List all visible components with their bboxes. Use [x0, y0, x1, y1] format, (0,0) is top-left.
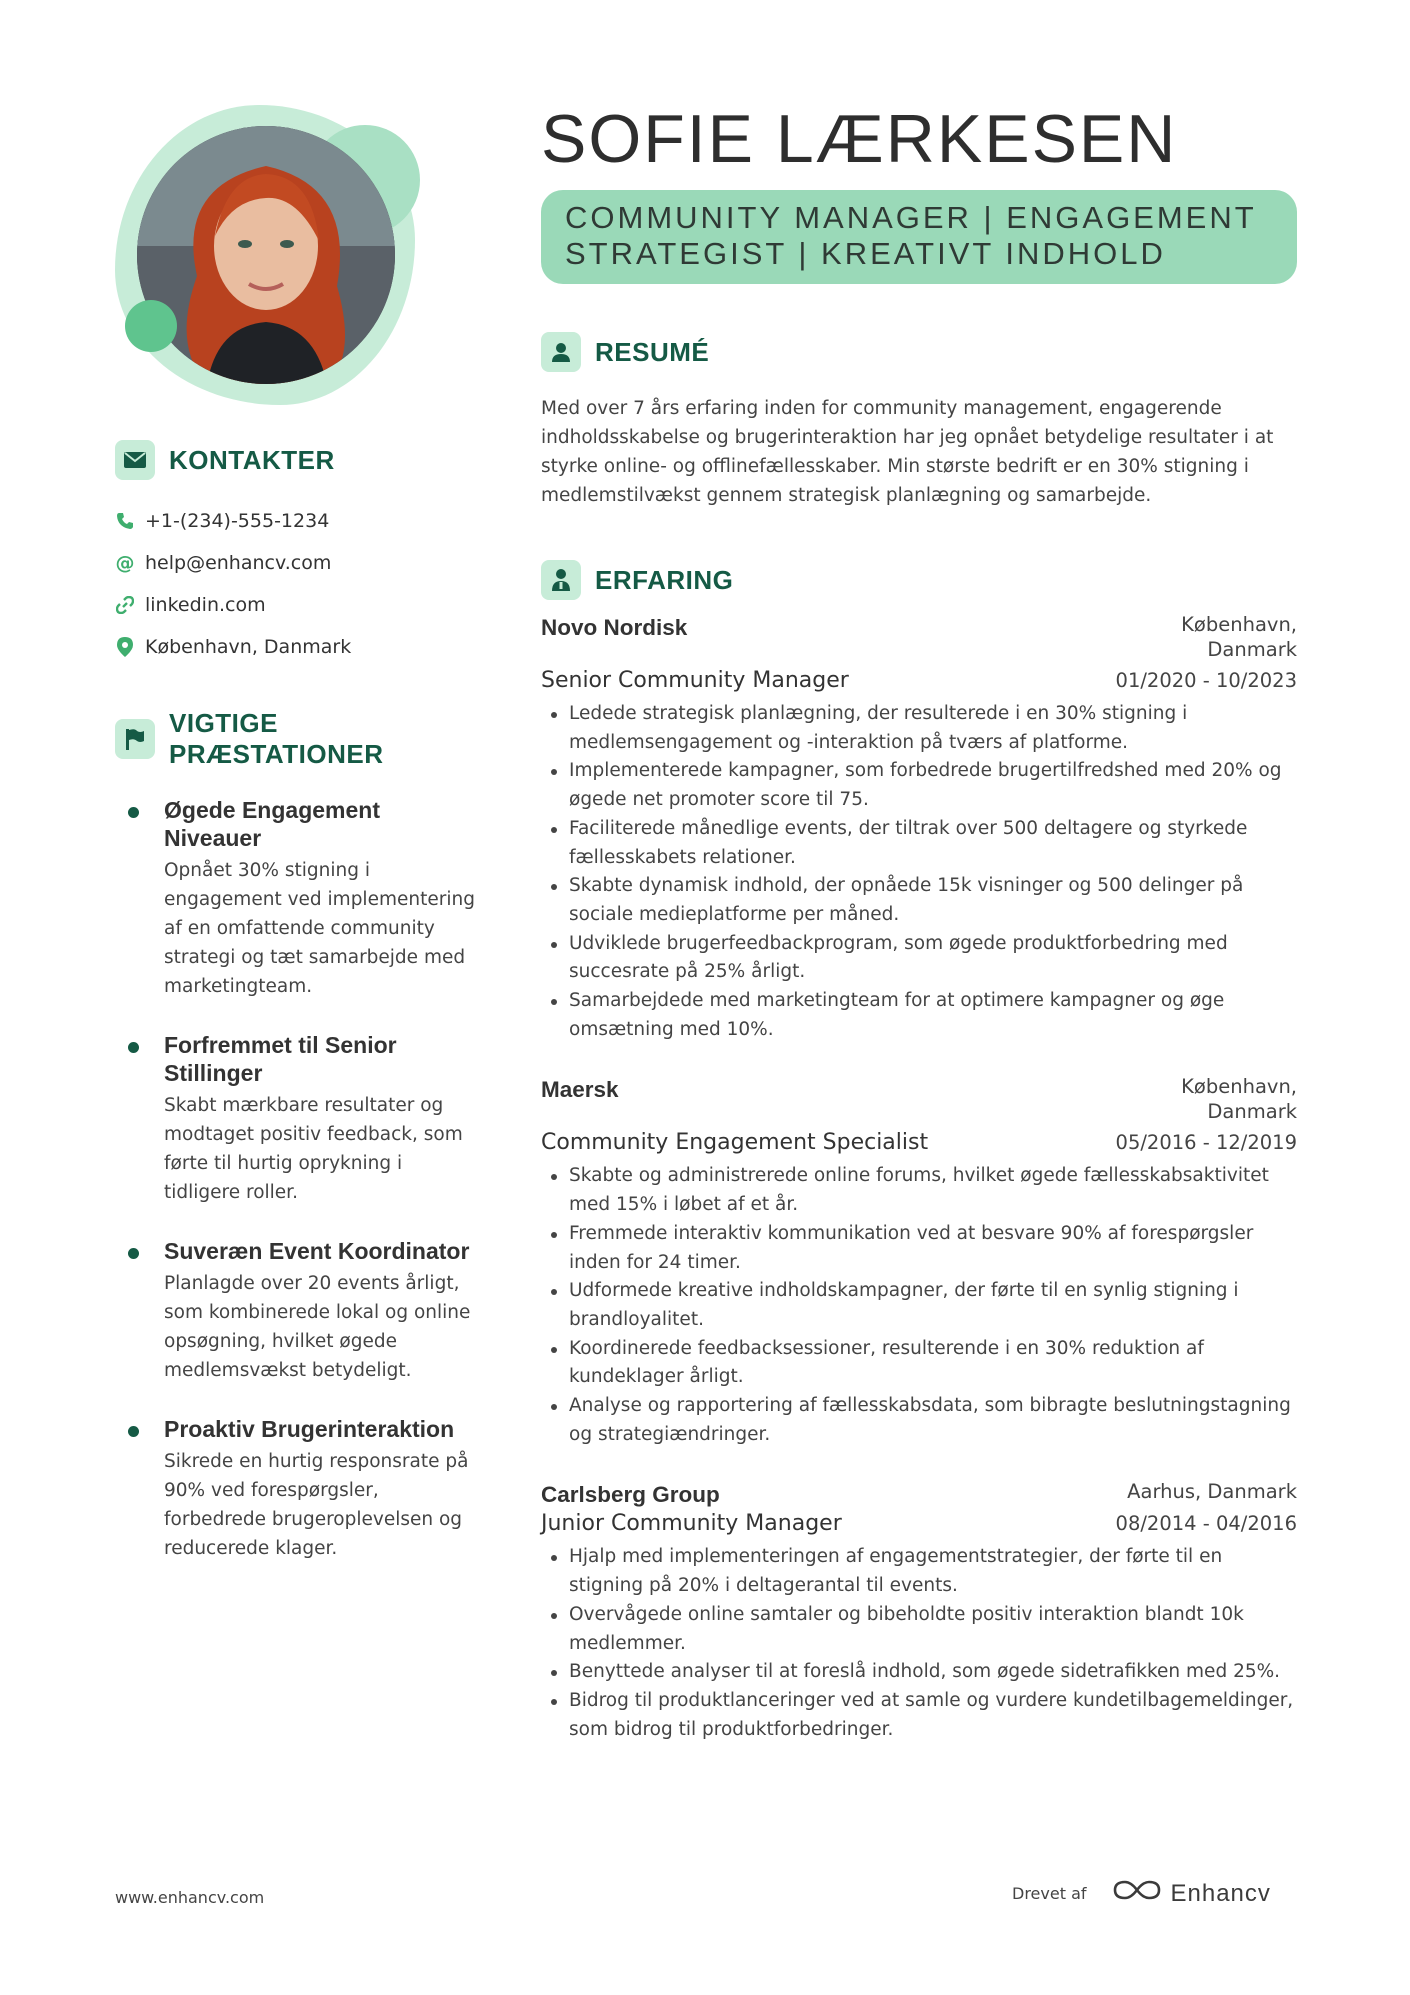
job-role: Community Engagement Specialist — [541, 1130, 929, 1156]
job-role: Junior Community Manager — [541, 1511, 842, 1537]
job-list — [541, 612, 1297, 1744]
job-bullet: Faciliterede månedlige events, der tiltrak over 500 deltagere og styrkede fællesskabets relationer. — [541, 815, 1297, 872]
at-icon: @ — [115, 552, 135, 574]
summary-text: Med over 7 års erfaring inden for community management, engagerende indholdsskabelse og brugerinteraktion har jeg opnået betydelige resultater i at styrke online- og offlinefællesskaber. Min største bedrift er en 30% stigning i medlemstilvækst gennem strategisk planlægning og samarbejde. — [541, 398, 1274, 506]
powered-by-label: Drevet af — [1012, 1884, 1087, 1903]
job-bullets — [541, 1543, 1297, 1744]
achievements-title: VIGTIGE PRÆSTATIONER — [169, 708, 384, 769]
left-column — [115, 100, 475, 1593]
contact-list — [115, 500, 475, 668]
job-bullet: Implementerede kampagner, som forbedrede brugertilfredshed med 20% og øgede net promoter score til 75. — [541, 757, 1297, 814]
link-icon — [115, 596, 135, 614]
job-bullet: Overvågede online samtaler og bibeholdte positiv interaktion blandt 10k medlemmer. — [541, 1601, 1297, 1658]
phone-icon — [115, 512, 135, 530]
job-bullet: Samarbejdede med marketingteam for at optimere kampagner og øge omsætning med 10%. — [541, 987, 1297, 1044]
job-bullet: Koordinerede feedbacksessioner, resulterende i en 30% reduktion af kundeklager årligt. — [541, 1335, 1297, 1392]
job-bullets — [541, 1162, 1297, 1449]
contacts-section — [115, 440, 475, 668]
contact-location — [115, 626, 475, 668]
job-location: Aarhus, Danmark — [1127, 1480, 1297, 1504]
footer-website[interactable]: www.enhancv.com — [115, 1888, 265, 1907]
job-bullet: Analyse og rapportering af fællesskabsdata, som bibragte beslutningstagning og strategiændringer. — [541, 1392, 1297, 1449]
achievement-item — [115, 1031, 475, 1207]
job-location: København, Danmark — [1181, 613, 1297, 661]
briefcase-person-icon — [541, 560, 581, 600]
achievement-list — [115, 796, 475, 1563]
achievement-text: Sikrede en hurtig responsrate på 90% ved forespørgsler, forbedrede brugeroplevelsen og reducerede klager. — [164, 1451, 469, 1559]
summary-header — [541, 332, 1297, 372]
profile-photo — [137, 126, 395, 384]
job-dates: 05/2016 - 12/2019 — [1115, 1131, 1297, 1155]
job-bullet: Ledede strategisk planlægning, der resulterede i en 30% stigning i medlemsengagement og -interaktion på tværs af platforme. — [541, 700, 1297, 757]
job-dates: 01/2020 - 10/2023 — [1115, 669, 1297, 692]
achievement-title: Suveræn Event Koordinator — [164, 1238, 470, 1264]
achievements-header — [115, 708, 475, 770]
contact-linkedin[interactable] — [115, 584, 475, 626]
achievement-title: Proaktiv Brugerinteraktion — [164, 1416, 455, 1442]
job-role: Senior Community Manager — [541, 668, 849, 693]
location-pin-icon — [115, 637, 135, 657]
achievement-item — [115, 1237, 475, 1385]
contact-email-text: help@enhancv.com — [145, 552, 332, 574]
job-bullet: Bidrog til produktlanceringer ved at samle og vurdere kundetilbagemeldinger, som bidrog til produktforbedringer. — [541, 1687, 1297, 1744]
contacts-title: KONTAKTER — [169, 444, 335, 475]
contact-location-text: København, Danmark — [145, 636, 352, 658]
achievement-text: Opnået 30% stigning i engagement ved implementering af en omfattende community strategi og tæt samarbejde med marketingteam. — [164, 860, 475, 997]
achievement-text: Planlagde over 20 events årligt, som kombinerede lokal og online opsøgning, hvilket øgede medlemsvækst betydeligt. — [164, 1273, 471, 1381]
company-name: Novo Nordisk — [541, 615, 688, 640]
achievement-title: Forfremmet til Senior Stillinger — [164, 1032, 397, 1086]
experience-header — [541, 560, 1297, 600]
job-bullet: Fremmede interaktiv kommunikation ved at besvare 90% af forespørgsler inden for 24 timer. — [541, 1220, 1297, 1277]
footer-brand-area — [1012, 1878, 1271, 1909]
headline-banner: COMMUNITY MANAGER | ENGAGEMENT STRATEGIST | KREATIVT INDHOLD — [541, 190, 1297, 284]
bullet-dot — [128, 1042, 139, 1053]
contact-phone-text: +1-(234)-555-1234 — [145, 510, 330, 532]
contact-phone[interactable] — [115, 500, 475, 542]
job-entry — [541, 612, 1297, 1044]
job-bullet: Udformede kreative indholdskampagner, der førte til en synlig stigning i brandloyalitet. — [541, 1277, 1297, 1334]
contacts-header — [115, 440, 475, 480]
achievements-section — [115, 708, 475, 1563]
job-dates: 08/2014 - 04/2016 — [1115, 1512, 1297, 1536]
brand-logo[interactable] — [1113, 1878, 1271, 1909]
job-bullet: Skabte og administrerede online forums, hvilket øgede fællesskabsaktivitet med 15% i løbet af et år. — [541, 1162, 1297, 1219]
decorative-dot — [125, 300, 177, 352]
achievement-item — [115, 1415, 475, 1563]
infinity-logo-icon — [1113, 1878, 1161, 1909]
job-location: København, Danmark — [1181, 1075, 1297, 1124]
achievement-item — [115, 796, 475, 1001]
bullet-dot — [128, 1248, 139, 1259]
job-bullet: Hjalp med implementeringen af engagementstrategier, der førte til en stigning på 20% i deltagerantal til events. — [541, 1543, 1297, 1600]
profile-photo-area — [115, 100, 435, 410]
contact-email[interactable] — [115, 542, 475, 584]
company-name: Carlsberg Group — [541, 1482, 720, 1508]
job-entry — [541, 1074, 1297, 1449]
bullet-dot — [128, 1426, 139, 1437]
flag-icon — [115, 719, 155, 759]
summary-title: RESUMÉ — [595, 336, 710, 367]
job-bullet: Skabte dynamisk indhold, der opnåede 15k visninger og 500 delinger på sociale medieplatforme per måned. — [541, 872, 1297, 929]
achievement-title: Øgede Engagement Niveauer — [164, 797, 380, 851]
achievement-text: Skabt mærkbare resultater og modtaget positiv feedback, som førte til hurtig oprykning i tidligere roller. — [164, 1095, 463, 1203]
company-name: Maersk — [541, 1077, 619, 1103]
candidate-name: SOFIE LÆRKESEN — [541, 101, 1178, 177]
bullet-dot — [128, 807, 139, 818]
right-column — [541, 100, 1297, 1744]
experience-title: ERFARING — [595, 564, 734, 595]
brand-name: Enhancv — [1170, 1879, 1271, 1907]
job-bullet: Benyttede analyser til at foreslå indhold, som øgede sidetrafikken med 25%. — [541, 1658, 1297, 1687]
envelope-icon — [115, 440, 155, 480]
contact-linkedin-text: linkedin.com — [145, 594, 266, 616]
person-icon — [541, 332, 581, 372]
job-bullet: Udviklede brugerfeedbackprogram, som øgede produktforbedring med succesrate på 25% årligt. — [541, 930, 1297, 987]
job-bullets — [541, 700, 1297, 1044]
job-entry — [541, 1479, 1297, 1744]
